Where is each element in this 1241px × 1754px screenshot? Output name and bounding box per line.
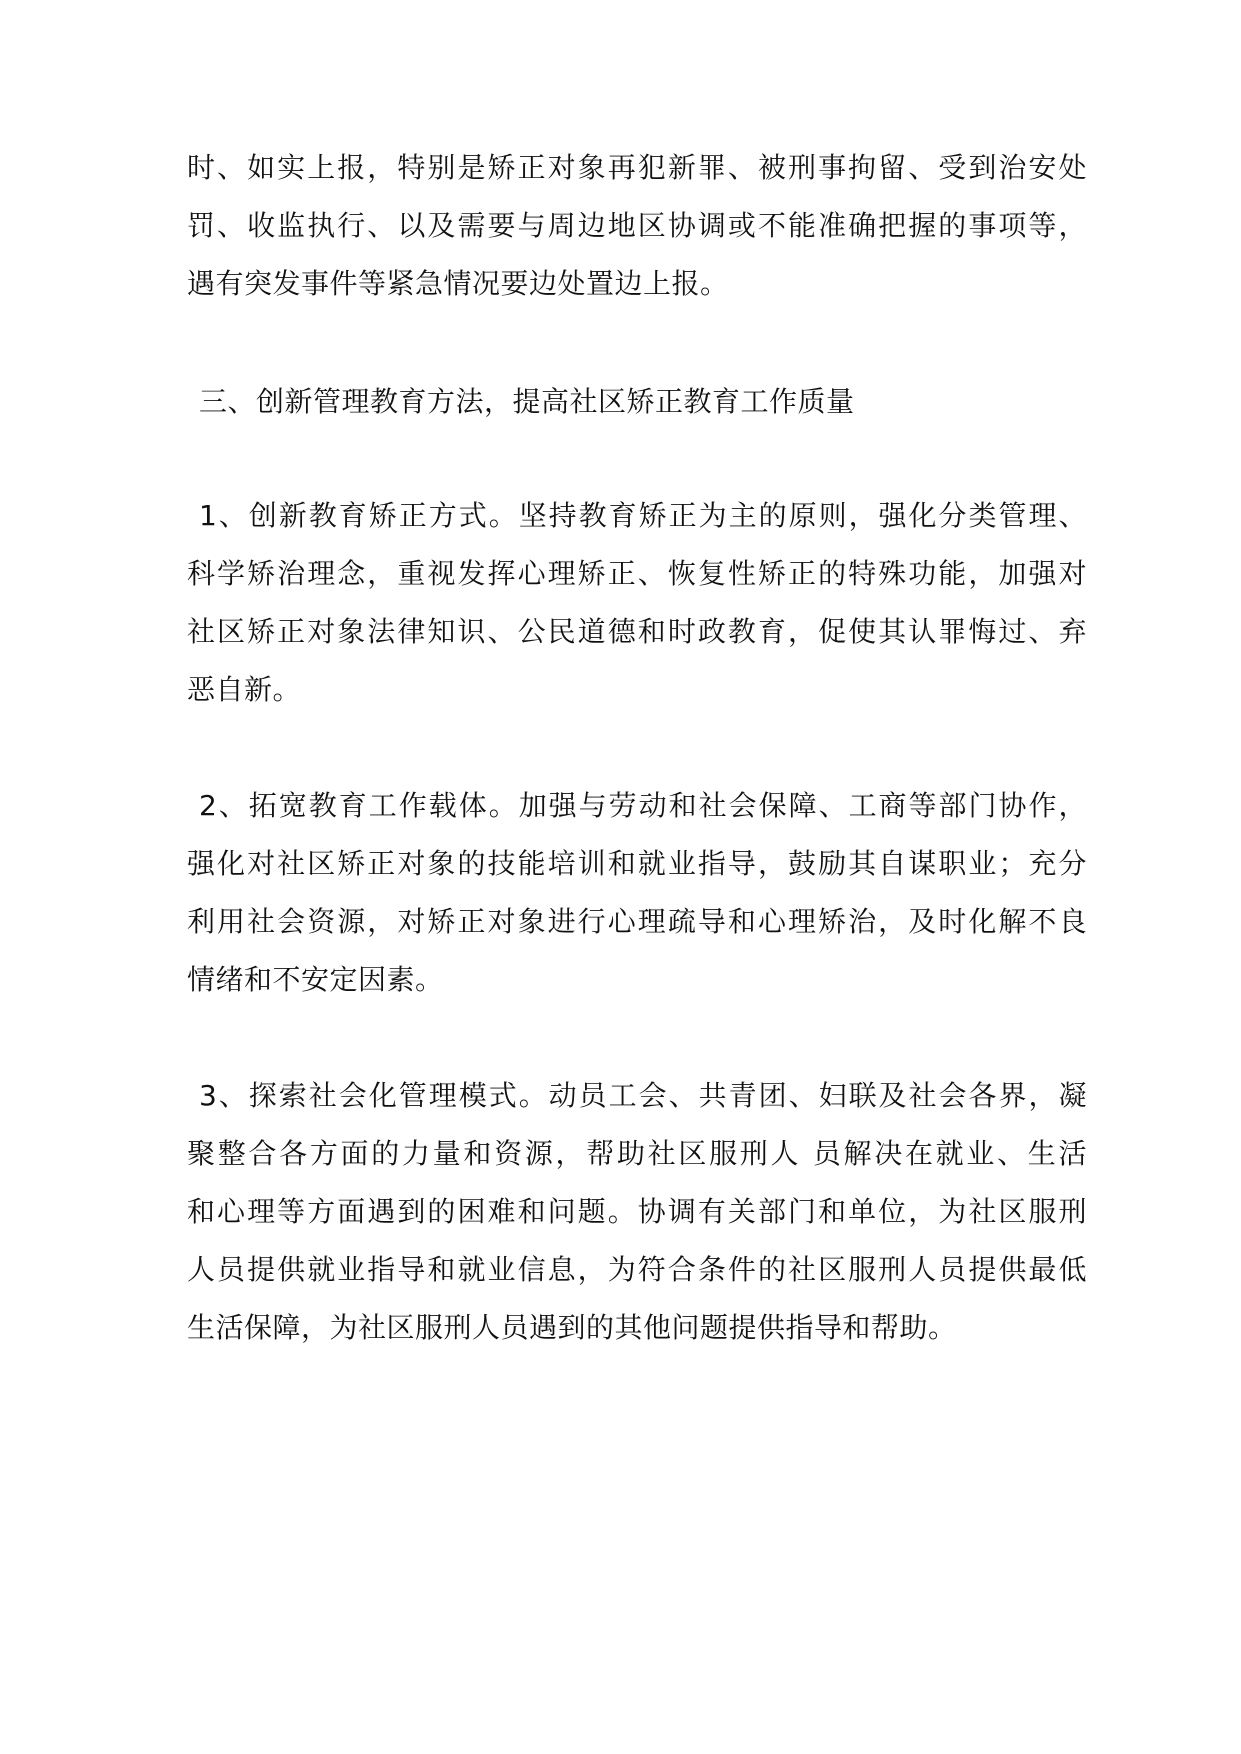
text-line: 时、如实上报，特别是矫正对象再犯新罪、被刑事拘留、受到治安处 xyxy=(187,151,1087,184)
text-line: 利用社会资源，对矫正对象进行心理疏导和心理矫治，及时化解不良 xyxy=(187,905,1087,938)
text-line: 罚、收监执行、以及需要与周边地区协调或不能准确把握的事项等， xyxy=(187,209,1087,242)
text-line: 和心理等方面遇到的困难和问题。协调有关部门和单位，为社区服刑 xyxy=(187,1195,1087,1228)
text-line: 人员提供就业指导和就业信息，为符合条件的社区服刑人员提供最低 xyxy=(187,1253,1087,1286)
text-line: 强化对社区矫正对象的技能培训和就业指导，鼓励其自谋职业；充分 xyxy=(187,847,1087,880)
text-line: 聚整合各方面的力量和资源，帮助社区服刑人 员解决在就业、生活 xyxy=(187,1137,1087,1170)
text-line: 2、拓宽教育工作载体。加强与劳动和社会保障、工商等部门协作， xyxy=(199,789,1087,822)
heading-line: 三、创新管理教育方法，提高社区矫正教育工作质量 xyxy=(199,385,855,418)
text-line: 恶自新。 xyxy=(187,673,302,706)
text-line: 社区矫正对象法律知识、公民道德和时政教育，促使其认罪悔过、弃 xyxy=(187,615,1087,648)
text-line: 遇有突发事件等紧急情况要边处置边上报。 xyxy=(187,267,729,300)
text-line: 情绪和不安定因素。 xyxy=(187,963,444,996)
text-line: 1、创新教育矫正方式。坚持教育矫正为主的原则，强化分类管理、 xyxy=(199,499,1087,532)
text-line: 科学矫治理念，重视发挥心理矫正、恢复性矫正的特殊功能，加强对 xyxy=(187,557,1087,590)
text-line: 3、探索社会化管理模式。动员工会、共青团、妇联及社会各界，凝 xyxy=(199,1079,1087,1112)
text-line: 生活保障，为社区服刑人员遇到的其他问题提供指导和帮助。 xyxy=(187,1311,957,1344)
